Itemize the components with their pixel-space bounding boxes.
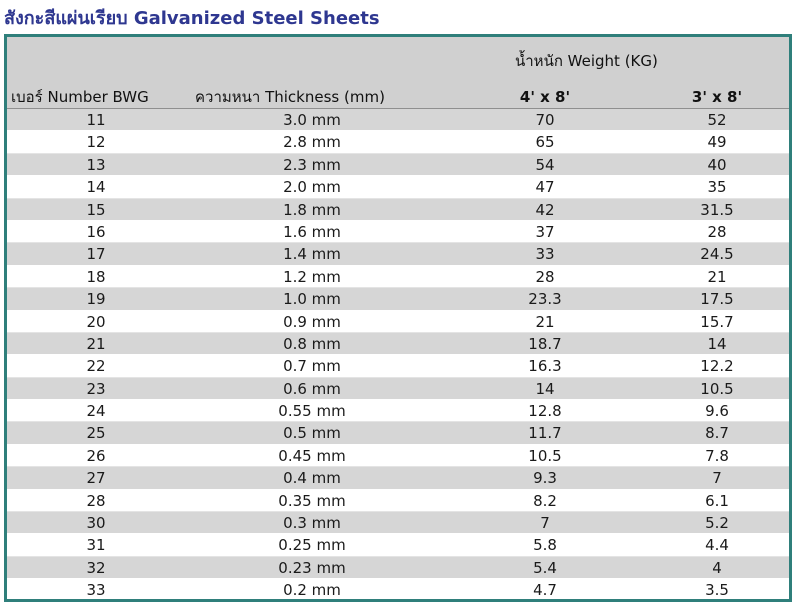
thickness-cell: 0.55 mm	[278, 402, 346, 421]
weight-4x8-cell: 21	[535, 312, 555, 331]
weight-4x8-cell: 28	[535, 267, 555, 286]
weight-4x8-cell: 42	[535, 200, 555, 219]
table-row	[7, 288, 789, 310]
weight-4x8-cell: 70	[535, 111, 555, 129]
number-cell: 14	[86, 178, 106, 197]
weight-3x8-cell: 14	[707, 334, 727, 353]
weight-3x8-cell: 35	[707, 178, 727, 197]
weight-table	[4, 34, 792, 602]
weight-3x8-cell: 17.5	[700, 290, 734, 309]
number-cell: 11	[86, 111, 106, 129]
table-row	[7, 333, 789, 355]
thickness-cell: 0.4 mm	[283, 469, 341, 488]
number-cell: 16	[86, 222, 106, 241]
table-header	[7, 37, 789, 109]
thickness-cell: 0.25 mm	[278, 536, 346, 555]
weight-3x8-cell: 3.5	[705, 581, 729, 600]
table-row	[7, 445, 789, 467]
table-row	[7, 311, 789, 333]
thickness-cell: 0.23 mm	[278, 558, 346, 577]
number-cell: 25	[86, 424, 106, 443]
table-row	[7, 199, 789, 221]
table-row	[7, 266, 789, 288]
thickness-cell: 0.45 mm	[278, 446, 346, 465]
weight-3x8-cell: 21	[707, 267, 727, 286]
number-cell: 18	[86, 267, 106, 286]
weight-4x8-cell: 14	[535, 379, 555, 398]
number-bwg-header: เบอร์ Number BWG	[11, 88, 149, 106]
number-cell: 30	[86, 514, 106, 533]
weight-3x8-cell: 40	[707, 155, 727, 174]
thickness-cell: 1.6 mm	[283, 222, 341, 241]
thickness-cell: 0.5 mm	[283, 424, 341, 443]
weight-4x8-cell: 18.7	[528, 334, 562, 353]
number-cell: 12	[86, 133, 106, 152]
number-cell: 21	[86, 334, 106, 353]
thickness-cell: 0.7 mm	[283, 357, 341, 376]
table-row	[7, 109, 789, 131]
weight-header: น้ำหนัก Weight (KG)	[515, 52, 658, 70]
weight-3x8-cell: 6.1	[705, 491, 729, 510]
number-cell: 31	[86, 536, 106, 555]
table-row	[7, 534, 789, 556]
weight-3x8-cell: 5.2	[705, 514, 729, 533]
number-cell: 17	[86, 245, 106, 264]
table-row	[7, 490, 789, 512]
weight-3x8-cell: 24.5	[700, 245, 734, 264]
number-cell: 23	[86, 379, 106, 398]
table-body	[7, 109, 789, 602]
page-title: สังกะสีแผ่นเรียบ Galvanized Steel Sheets	[4, 8, 380, 29]
table-row	[7, 512, 789, 534]
weight-4x8-cell: 47	[535, 178, 555, 197]
weight-3x8-cell: 31.5	[700, 200, 734, 219]
thickness-cell: 0.3 mm	[283, 514, 341, 533]
thickness-cell: 1.0 mm	[283, 290, 341, 309]
number-cell: 27	[86, 469, 106, 488]
weight-4x8-cell: 54	[535, 155, 555, 174]
thickness-cell: 0.35 mm	[278, 491, 346, 510]
weight-4x8-cell: 9.3	[533, 469, 557, 488]
thickness-cell: 0.9 mm	[283, 312, 341, 331]
weight-4x8-cell: 37	[535, 222, 555, 241]
table-row	[7, 557, 789, 579]
number-cell: 33	[86, 581, 106, 600]
weight-4x8-cell: 7	[540, 514, 550, 533]
weight-4x8-cell: 8.2	[533, 491, 557, 510]
thickness-header: ความหนา Thickness (mm)	[195, 88, 385, 106]
table-row	[7, 467, 789, 489]
table-row	[7, 355, 789, 377]
weight-3x8-cell: 28	[707, 222, 727, 241]
number-cell: 26	[86, 446, 106, 465]
number-cell: 32	[86, 558, 106, 577]
size-4x8-header: 4' x 8'	[519, 88, 571, 106]
weight-4x8-cell: 16.3	[528, 357, 562, 376]
weight-3x8-cell: 9.6	[705, 402, 729, 421]
weight-4x8-cell: 23.3	[528, 290, 562, 309]
number-cell: 28	[86, 491, 106, 510]
weight-3x8-cell: 7.8	[705, 446, 729, 465]
weight-3x8-cell: 12.2	[700, 357, 734, 376]
weight-4x8-cell: 4.7	[533, 581, 557, 600]
thickness-cell: 0.6 mm	[283, 379, 341, 398]
weight-3x8-cell: 49	[707, 133, 727, 152]
thickness-cell: 1.4 mm	[283, 245, 341, 264]
weight-3x8-cell: 4.4	[705, 536, 729, 555]
weight-4x8-cell: 12.8	[528, 402, 562, 421]
size-3x8-header: 3' x 8'	[691, 88, 743, 106]
weight-4x8-cell: 33	[535, 245, 555, 264]
weight-3x8-cell: 8.7	[705, 424, 729, 443]
thickness-cell: 2.0 mm	[283, 178, 341, 197]
weight-4x8-cell: 5.4	[533, 558, 557, 577]
table-row	[7, 579, 789, 601]
table-row	[7, 221, 789, 243]
table-row	[7, 422, 789, 444]
table-row	[7, 154, 789, 176]
weight-4x8-cell: 11.7	[528, 424, 562, 443]
weight-3x8-cell: 52	[707, 111, 727, 129]
number-cell: 19	[86, 290, 106, 309]
number-cell: 20	[86, 312, 106, 331]
thickness-cell: 0.8 mm	[283, 334, 341, 353]
number-cell: 22	[86, 357, 106, 376]
weight-3x8-cell: 7	[712, 469, 722, 488]
table-row	[7, 378, 789, 400]
table-row	[7, 243, 789, 265]
table-row	[7, 131, 789, 153]
number-cell: 13	[86, 155, 106, 174]
thickness-cell: 3.0 mm	[283, 111, 341, 129]
thickness-cell: 2.8 mm	[283, 133, 341, 152]
weight-4x8-cell: 10.5	[528, 446, 562, 465]
table-row	[7, 176, 789, 198]
thickness-cell: 0.2 mm	[283, 581, 341, 600]
number-cell: 24	[86, 402, 106, 421]
weight-4x8-cell: 5.8	[533, 536, 557, 555]
weight-3x8-cell: 10.5	[700, 379, 734, 398]
thickness-cell: 2.3 mm	[283, 155, 341, 174]
table-row	[7, 400, 789, 422]
number-cell: 15	[86, 200, 106, 219]
weight-3x8-cell: 15.7	[700, 312, 734, 331]
thickness-cell: 1.2 mm	[283, 267, 341, 286]
thickness-cell: 1.8 mm	[283, 200, 341, 219]
weight-3x8-cell: 4	[712, 558, 722, 577]
weight-4x8-cell: 65	[535, 133, 555, 152]
